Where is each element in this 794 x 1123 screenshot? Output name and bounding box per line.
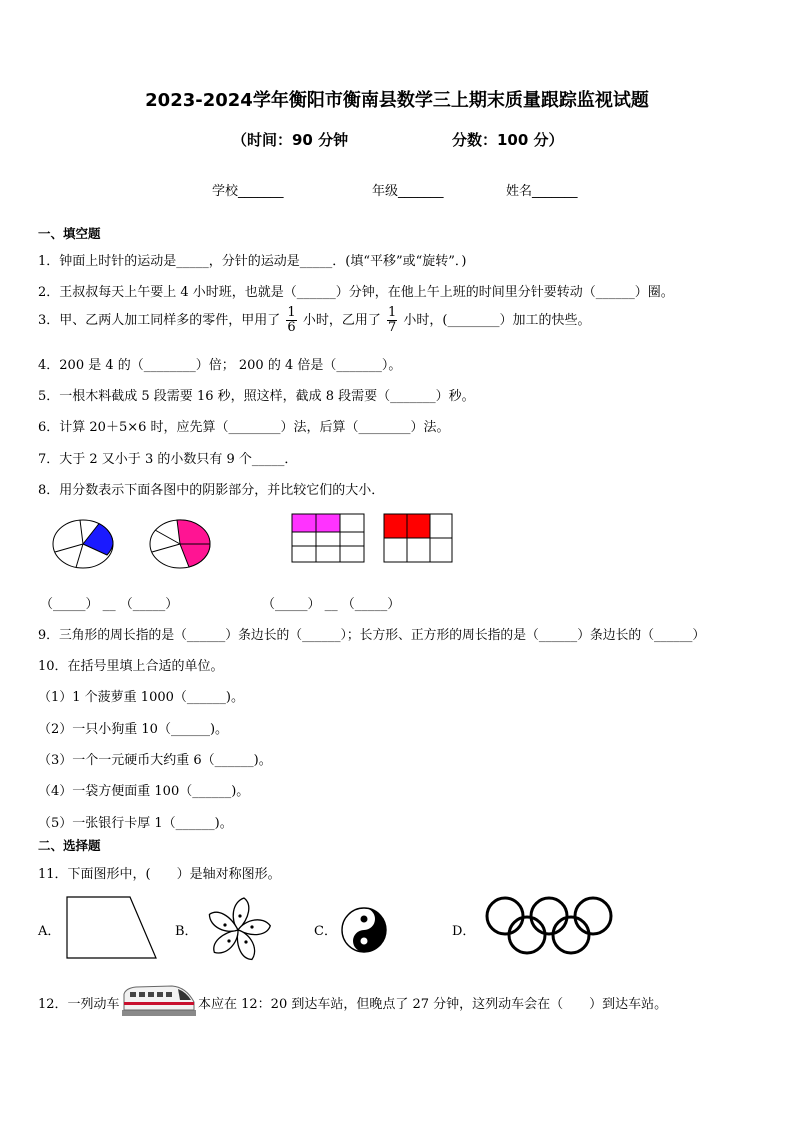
question-11: 11．下面图形中，( ）是轴对称图形。 — [38, 867, 281, 882]
circle-figure-pink — [150, 520, 210, 568]
question-8: 8．用分数表示下面各图中的阴影部分，并比较它们的大小． — [38, 483, 385, 498]
question-8-answer-left: （_____） __ （_____） — [40, 597, 179, 612]
question-8-answer-right: （_____） __ （_____） — [262, 597, 401, 612]
page-title: 2023-2024学年衡阳市衡南县数学三上期末质量跟踪监视试题 — [145, 90, 649, 111]
exam-time: （时间：90 分钟 — [232, 131, 349, 149]
fraction-numerator: 1 — [287, 305, 296, 320]
question-3-part-a: 3．甲、乙两人加工同样多的零件，甲用了 — [38, 313, 281, 328]
question-3 — [38, 306, 591, 335]
trapezoid-figure — [64, 895, 160, 961]
question-10-item-2: （2）一只小狗重 10（______)。 — [38, 722, 229, 737]
section-fill-in-heading: 一、填空题 — [38, 226, 101, 241]
question-10-item-4: （4）一袋方便面重 100（______)。 — [38, 784, 250, 799]
question-10-item-3: （3）一个一元硬币大约重 6（______)。 — [38, 753, 272, 768]
question-10: 10．在括号里填上合适的单位。 — [38, 659, 224, 674]
bullet-train-picture — [122, 980, 196, 1018]
fraction-one-seventh — [387, 306, 397, 335]
question-5: 5．一根木料截成 5 段需要 16 秒，照这样，截成 8 段需要（_______）秒。 — [38, 389, 475, 404]
section-choice-heading: 二、选择题 — [38, 838, 101, 853]
exam-score: 分数：100 分） — [452, 131, 564, 149]
option-c-label: C． — [314, 924, 337, 939]
option-d-label: D． — [452, 924, 476, 939]
fraction-denominator: 7 — [388, 320, 397, 335]
question-3-part-b: 小时，乙用了 — [302, 313, 381, 328]
fraction-one-sixth — [286, 306, 296, 335]
question-9: 9．三角形的周长指的是（______）条边长的（______）；长方形、正方形的周长指的是（______）条边长的（______） — [38, 628, 706, 643]
fraction-denominator: 6 — [287, 320, 296, 335]
question-10-item-5: （5）一张银行卡厚 1（______)。 — [38, 816, 233, 831]
pinwheel-flower-figure — [203, 895, 273, 965]
fraction-figures — [40, 508, 460, 578]
name-field: 姓名_______ — [506, 184, 578, 199]
question-10-item-1: （1）1 个菠萝重 1000（______)。 — [38, 690, 244, 705]
school-field: 学校_______ — [212, 184, 284, 199]
question-6: 6．计算 20＋5×6 时，应先算（________）法，后算（________）法。 — [38, 420, 450, 435]
circle-figure-blue — [53, 520, 113, 568]
option-b-label: B． — [175, 924, 198, 939]
grid-figure-red — [384, 514, 452, 562]
option-a-label: A． — [38, 924, 61, 939]
question-12-part-a: 12．一列动车 — [38, 997, 120, 1012]
question-7: 7．大于 2 又小于 3 的小数只有 9 个_____． — [38, 452, 298, 467]
question-12-part-b: 本应在 12：20 到达车站，但晚点了 27 分钟，这列动车会在（ ）到达车站。 — [198, 997, 668, 1012]
question-4: 4．200 是 4 的（________）倍； 200 的 4 倍是（_______）。 — [38, 358, 402, 373]
question-2: 2．王叔叔每天上午要上 4 小时班，也就是（______）分钟，在他上午上班的时间里分针要转动（______）圈。 — [38, 285, 674, 300]
olympic-rings-figure — [484, 895, 618, 959]
fraction-numerator: 1 — [388, 305, 397, 320]
question-1: 1．钟面上时针的运动是_____，分针的运动是_____．(填“平移”或“旋转”．) — [38, 254, 467, 269]
grade-field: 年级_______ — [372, 184, 444, 199]
question-3-part-c: 小时，(________）加工的快些。 — [403, 313, 591, 328]
grid-figure-magenta — [292, 514, 364, 562]
yin-yang-figure — [340, 906, 388, 954]
